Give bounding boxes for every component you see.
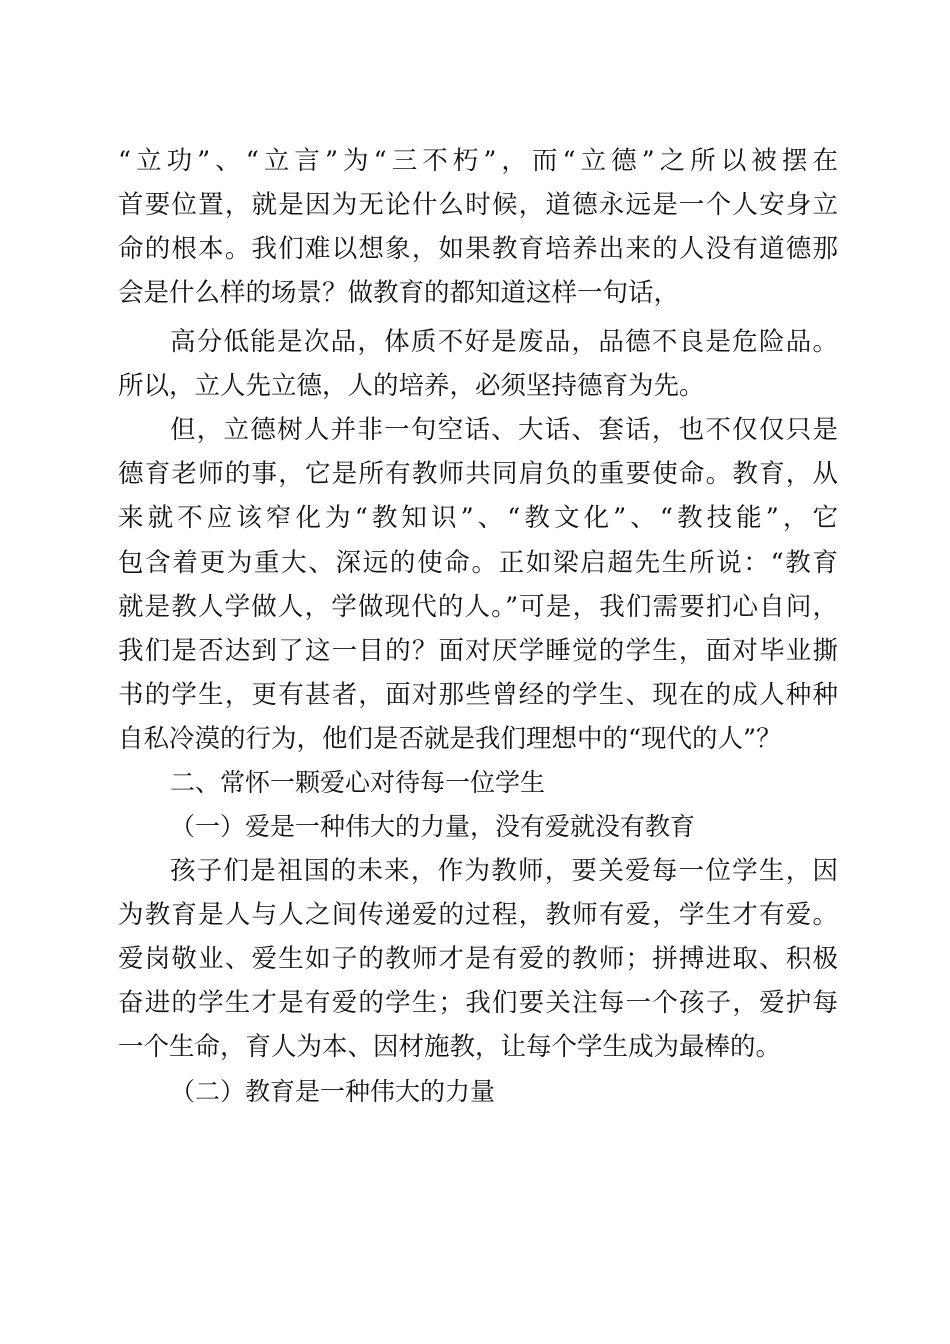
paragraph-1-line-3: 命的根本。我们难以想象，如果教育培养出来的人没有道德那 xyxy=(118,234,838,264)
paragraph-3-line-2: 德育老师的事，它是所有教师共同肩负的重要使命。教育，从 xyxy=(118,459,838,489)
paragraph-3-line-4: 包含着更为重大、深远的使命。正如梁启超先生所说：“教育 xyxy=(118,548,838,578)
paragraph-2-line-1: 高分低能是次品，体质不好是废品，品德不良是危险品。 xyxy=(170,327,838,357)
paragraph-4-line-3: 爱岗敬业、爱生如子的教师才是有爱的教师；拼搏进取、积极 xyxy=(118,944,838,974)
paragraph-1-line-4: 会是什么样的场景？做教育的都知道这样一句话， xyxy=(118,278,680,308)
paragraph-3-line-3: 来就不应该窄化为“教知识”、“教文化”、“教技能”，它 xyxy=(118,503,838,533)
subheading-2-2: （二）教育是一种伟大的力量 xyxy=(170,1077,496,1106)
paragraph-4-line-1: 孩子们是祖国的未来，作为教师，要关爱每一位学生，因 xyxy=(170,856,838,886)
section-heading-2: 二、常怀一颗爱心对待每一位学生 xyxy=(170,768,546,797)
paragraph-4-line-4: 奋进的学生才是有爱的学生；我们要关注每一个孩子，爱护每 xyxy=(118,988,838,1018)
paragraph-1-line-1: “立功”、“立言”为“三不朽”，而“立德”之所以被摆在 xyxy=(118,146,838,176)
paragraph-3-line-8: 自私冷漠的行为，他们是否就是我们理想中的“现代的人”？ xyxy=(118,724,782,754)
paragraph-1-line-2: 首要位置，就是因为无论什么时候，道德永远是一个人安身立 xyxy=(118,190,838,220)
subheading-2-1: （一）爱是一种伟大的力量，没有爱就没有教育 xyxy=(170,812,696,841)
paragraph-3-line-6: 我们是否达到了这一目的？面对厌学睡觉的学生，面对毕业撕 xyxy=(118,636,838,666)
paragraph-4-line-2: 为教育是人与人之间传递爱的过程，教师有爱，学生才有爱。 xyxy=(118,900,838,930)
paragraph-3-line-5: 就是教人学做人，学做现代的人。”可是，我们需要扪心自问， xyxy=(118,592,838,622)
paragraph-4-line-5: 一个生命，育人为本、因材施教，让每个学生成为最棒的。 xyxy=(118,1032,782,1062)
paragraph-2-line-2: 所以，立人先立德，人的培养，必须坚持德育为先。 xyxy=(118,371,705,401)
paragraph-3-line-1: 但，立德树人并非一句空话、大话、套话，也不仅仅只是 xyxy=(170,415,838,445)
paragraph-3-line-7: 书的学生，更有甚者，面对那些曾经的学生、现在的成人种种 xyxy=(118,680,838,710)
